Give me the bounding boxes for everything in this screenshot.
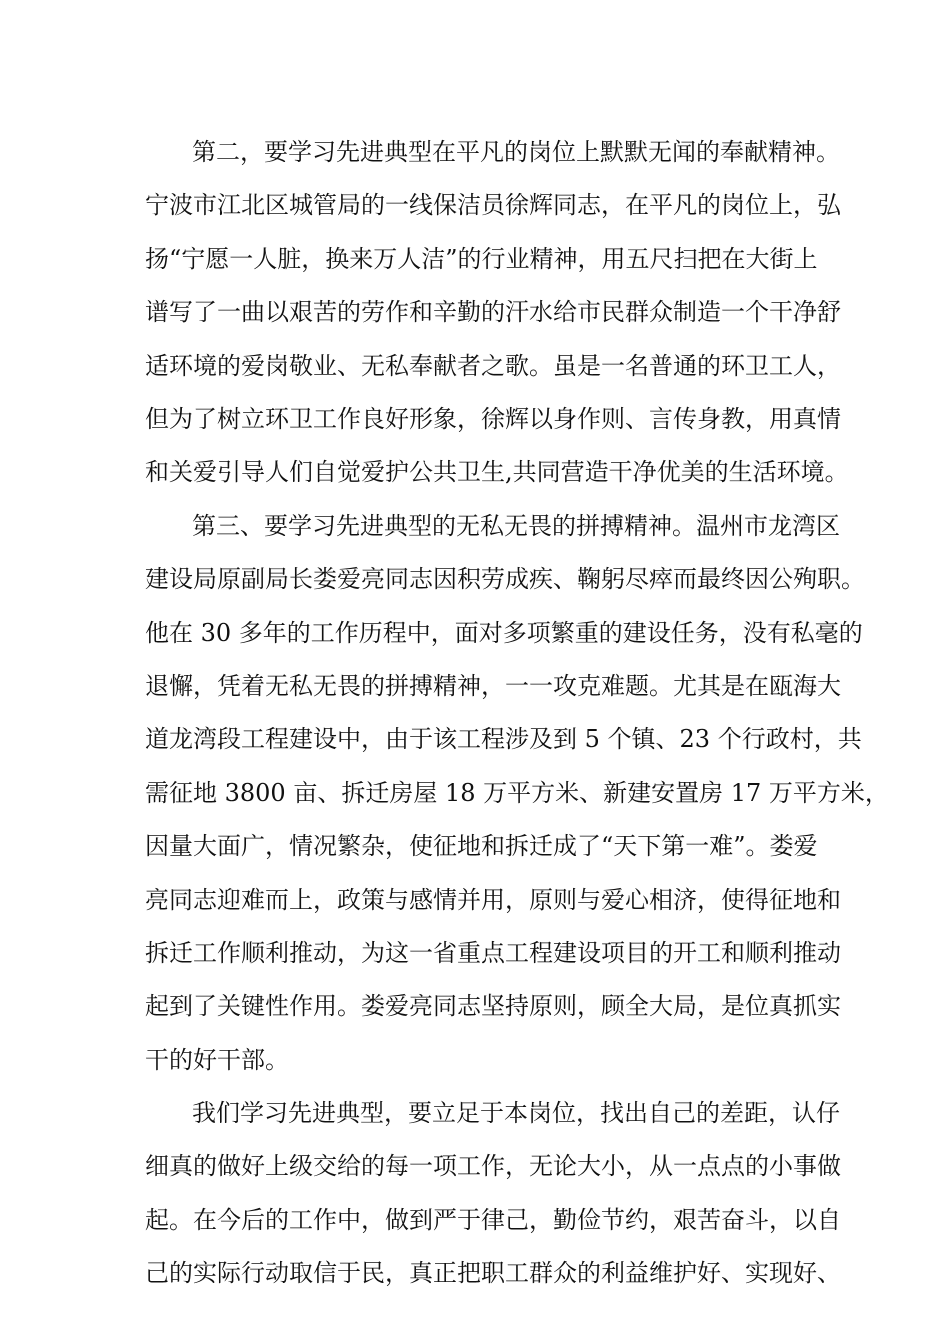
text-line: 己的实际行动取信于民，真正把职工群众的利益维护好、实现好、 bbox=[145, 1259, 841, 1287]
text-line: 适环境的爱岗敬业、无私奉献者之歌。虽是一名普通的环卫工人， bbox=[145, 352, 841, 380]
text-line: 我们学习先进典型，要立足于本岗位，找出自己的差距，认仔 bbox=[192, 1099, 840, 1127]
text-line: 退懈，凭着无私无畏的拼搏精神，一一攻克难题。尤其是在瓯海大 bbox=[145, 672, 841, 700]
text-line: 他在 30 多年的工作历程中，面对多项繁重的建设任务，没有私毫的 bbox=[145, 619, 863, 647]
text-line: 扬“宁愿一人脏，换来万人洁”的行业精神，用五尺扫把在大街上 bbox=[145, 245, 818, 273]
text-line: 细真的做好上级交给的每一项工作，无论大小，从一点点的小事做 bbox=[145, 1152, 841, 1180]
text-line: 但为了树立环卫工作良好形象，徐辉以身作则、言传身教，用真情 bbox=[145, 405, 841, 433]
text-line: 道龙湾段工程建设中，由于该工程涉及到 5 个镇、23 个行政村，共 bbox=[145, 725, 862, 753]
text-line: 需征地 3800 亩、拆迁房屋 18 万平方米、新建安置房 17 万平方米， bbox=[145, 779, 889, 807]
text-line: 亮同志迎难而上，政策与感情并用，原则与爱心相济，使得征地和 bbox=[145, 886, 841, 914]
text-line: 建设局原副局长娄爱亮同志因积劳成疾、鞠躬尽瘁而最终因公殉职。 bbox=[145, 565, 865, 593]
text-line: 起。在今后的工作中，做到严于律己，勤俭节约，艰苦奋斗，以自 bbox=[145, 1206, 841, 1234]
text-line: 第三、要学习先进典型的无私无畏的拼搏精神。温州市龙湾区 bbox=[192, 512, 840, 540]
text-line: 第二，要学习先进典型在平凡的岗位上默默无闻的奉献精神。 bbox=[192, 138, 840, 166]
text-line: 拆迁工作顺利推动，为这一省重点工程建设项目的开工和顺利推动 bbox=[145, 939, 841, 967]
text-line: 和关爱引导人们自觉爱护公共卫生,共同营造干净优美的生活环境。 bbox=[145, 458, 849, 486]
text-line: 起到了关键性作用。娄爱亮同志坚持原则，顾全大局，是位真抓实 bbox=[145, 992, 841, 1020]
text-line: 干的好干部。 bbox=[145, 1046, 289, 1074]
text-line: 因量大面广，情况繁杂，使征地和拆迁成了“天下第一难”。娄爱 bbox=[145, 832, 818, 860]
text-line: 宁波市江北区城管局的一线保洁员徐辉同志，在平凡的岗位上，弘 bbox=[145, 191, 841, 219]
text-line: 谱写了一曲以艰苦的劳作和辛勤的汗水给市民群众制造一个干净舒 bbox=[145, 298, 841, 326]
